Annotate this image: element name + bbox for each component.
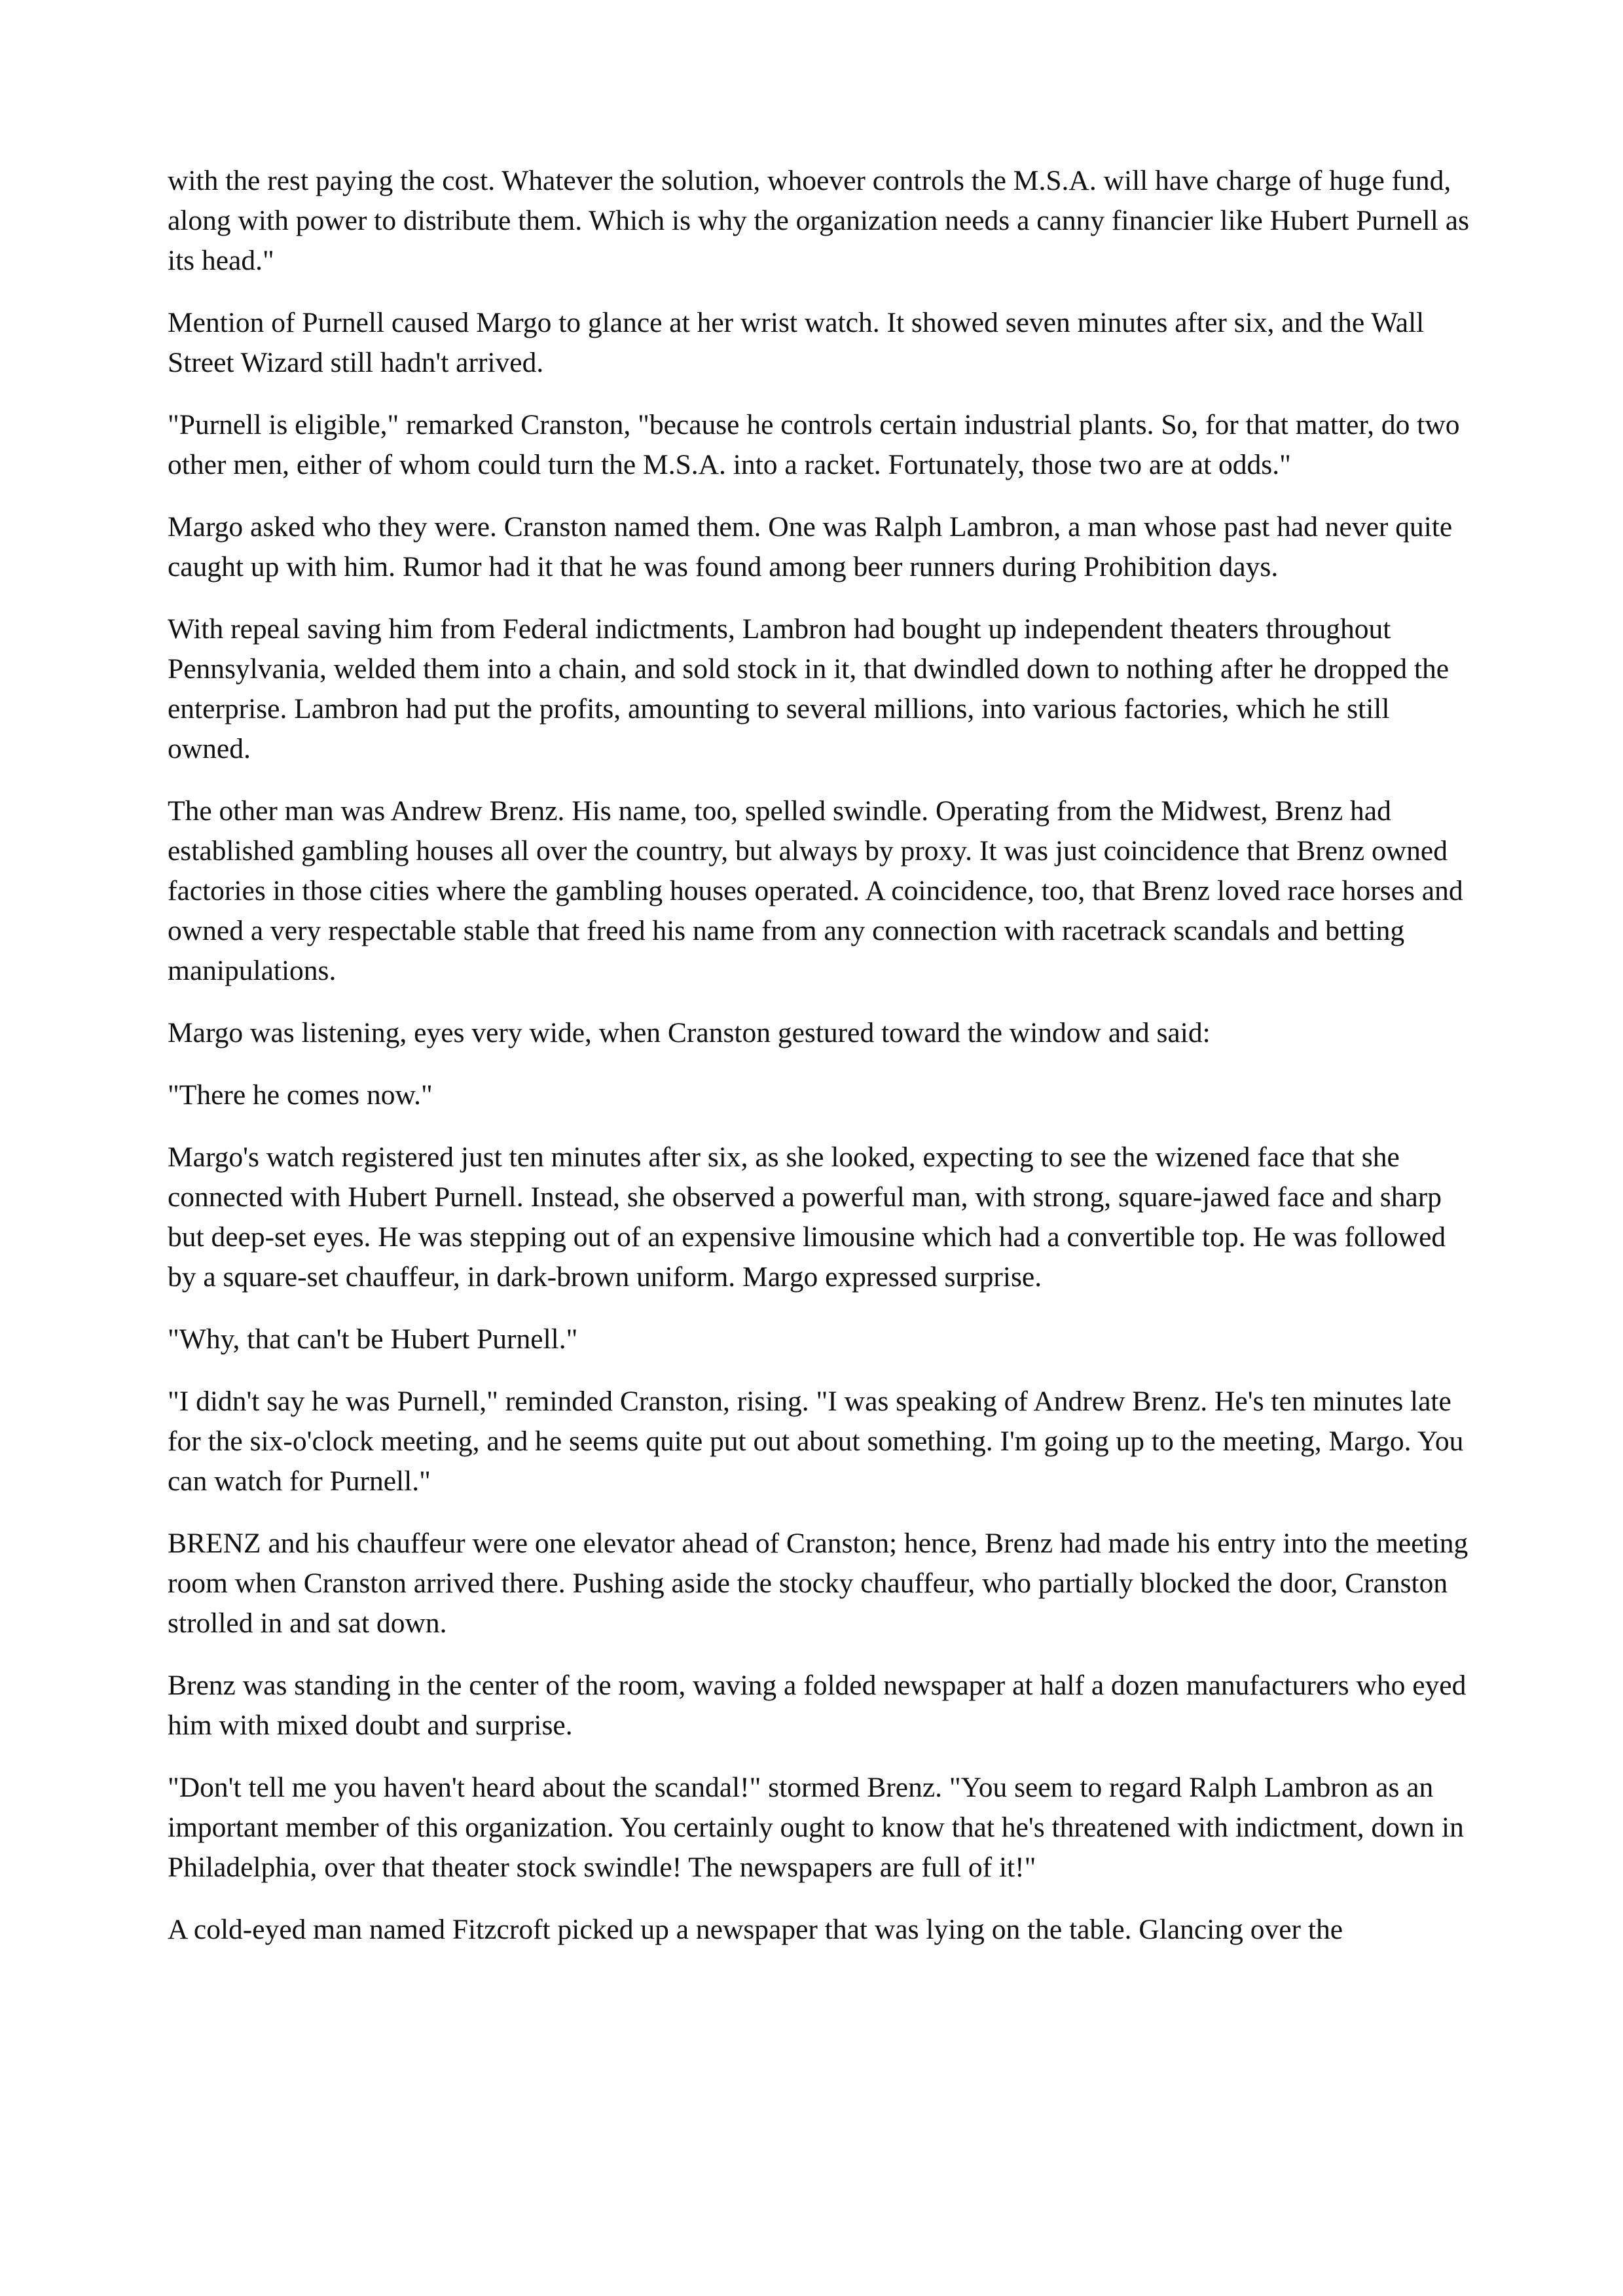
paragraph: Margo was listening, eyes very wide, when Cranston gestured toward the window and said:: [168, 1017, 1211, 1049]
paragraph: "I didn't say he was Purnell," reminded Cranston, rising. "I was speaking of Andrew Brenz. He's ten minutes late for the six-o'clock meeting, and he seems quite put out about something. I'm going up to the meeting, Margo. You can watch for Purnell.": [168, 1386, 1464, 1497]
paragraph: Brenz was standing in the center of the room, waving a folded newspaper at half a dozen manufacturers who eyed him with mixed doubt and surprise.: [168, 1670, 1467, 1741]
paragraph: A cold-eyed man named Fitzcroft picked up a newspaper that was lying on the table. Glancing over the: [168, 1914, 1343, 1945]
paragraph: With repeal saving him from Federal indictments, Lambron had bought up independent theaters throughout Pennsylvania, welded them into a chain, and sold stock in it, that dwindled down to nothing after he dropped the enterprise. Lambron had put the profits, amounting to several millions, into various factories, which he still owned.: [168, 613, 1450, 764]
paragraph: The other man was Andrew Brenz. His name, too, spelled swindle. Operating from the Midwest, Brenz had established gambling houses all over the country, but always by proxy. It was just coincidence that Brenz owned factories in those cities where the gambling houses operated. A coincidence, too, that Brenz loved race horses and owned a very respectable stable that freed his name from any connection with racetrack scandals and betting manipulations.: [168, 795, 1463, 986]
paragraph: "Don't tell me you haven't heard about the scandal!" stormed Brenz. "You seem to regard Ralph Lambron as an important member of this organization. You certainly ought to know that he's threatened with indictment, down in Philadelphia, over that theater stock swindle! The newspapers are full of it!": [168, 1772, 1464, 1883]
paragraph: Mention of Purnell caused Margo to glance at her wrist watch. It showed seven minutes after six, and the Wall Street Wizard still hadn't arrived.: [168, 307, 1425, 378]
paragraph: BRENZ and his chauffeur were one elevator ahead of Cranston; hence, Brenz had made his entry into the meeting room when Cranston arrived there. Pushing aside the stocky chauffeur, who partially blocked the door, Cranston strolled in and sat down.: [168, 1528, 1468, 1639]
paragraph: Margo asked who they were. Cranston named them. One was Ralph Lambron, a man whose past had never quite caught up with him. Rumor had it that he was found among beer runners during Prohibition days.: [168, 511, 1453, 583]
document-page: [168, 161, 1470, 1972]
paragraph: with the rest paying the cost. Whatever the solution, whoever controls the M.S.A. will have charge of huge fund, along with power to distribute them. Which is why the organization needs a canny financier like Hubert Purnell as its head.": [168, 165, 1470, 276]
paragraph: "Purnell is eligible," remarked Cranston, "because he controls certain industrial plants. So, for that matter, do two other men, either of whom could turn the M.S.A. into a racket. Fortunately, those two are at odds.": [168, 409, 1460, 480]
paragraph: "There he comes now.": [168, 1079, 433, 1111]
paragraph: "Why, that can't be Hubert Purnell.": [168, 1323, 578, 1355]
paragraph: Margo's watch registered just ten minutes after six, as she looked, expecting to see the wizened face that she connected with Hubert Purnell. Instead, she observed a powerful man, with strong, square-jawed face and sharp but deep-set eyes. He was stepping out of an expensive limousine which had a convertible top. He was followed by a square-set chauffeur, in dark-brown uniform. Margo expressed surprise.: [168, 1141, 1446, 1293]
